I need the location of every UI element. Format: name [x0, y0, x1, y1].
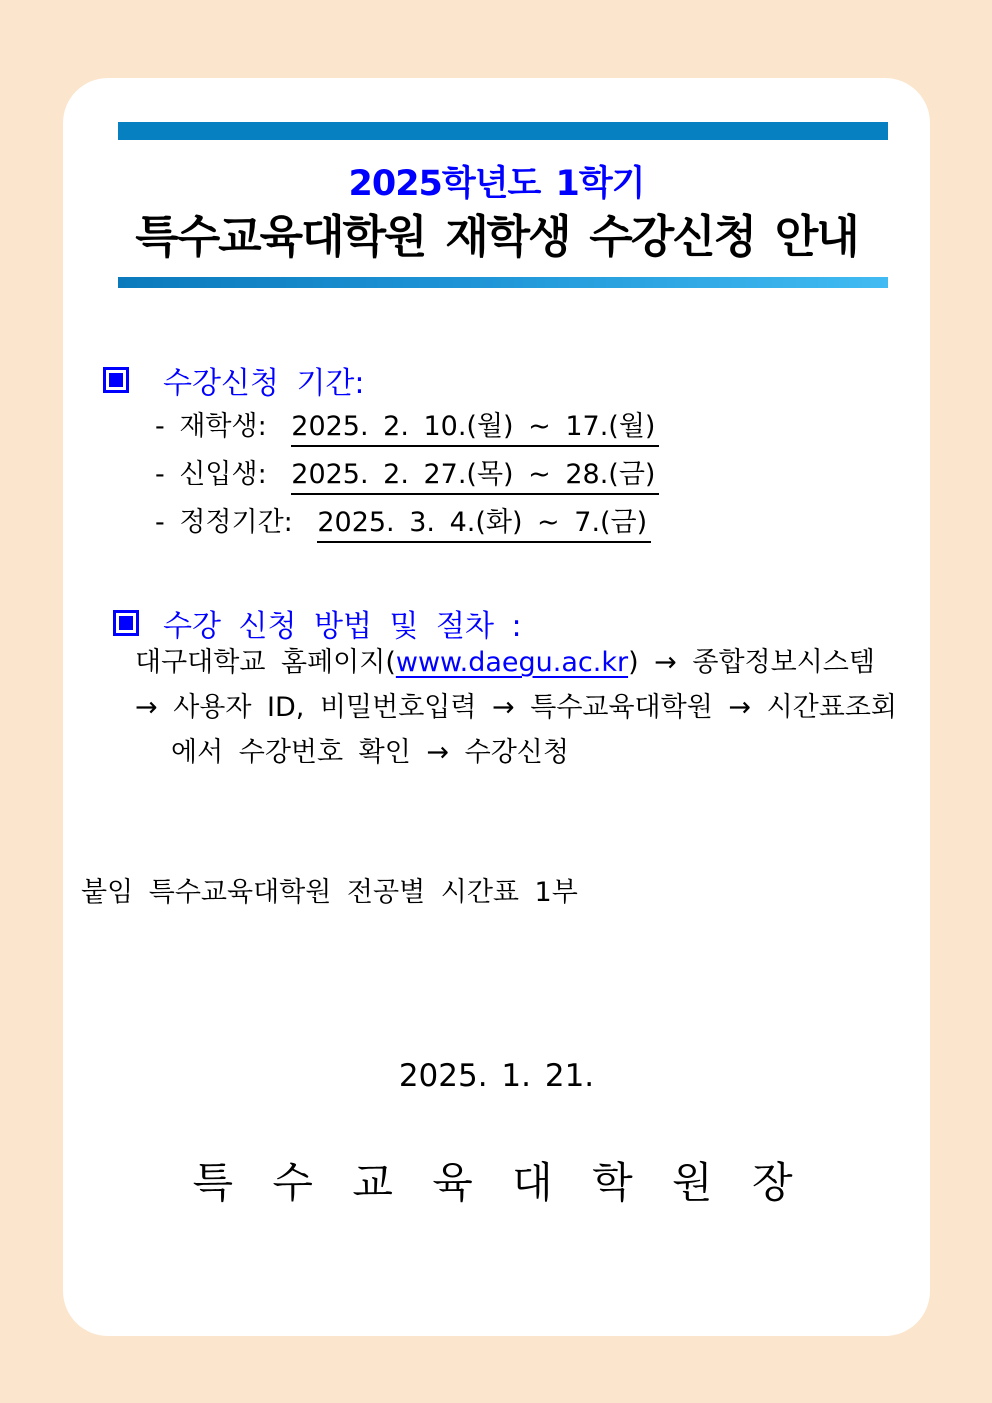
method-step-line-2: → 사용자 ID, 비밀번호입력 → 특수교육대학원 → 시간표조회 [135, 692, 898, 723]
method-body [135, 640, 897, 775]
period-item-label: - 신입생: [155, 459, 267, 490]
square-bullet-icon [103, 367, 129, 393]
notice-card [63, 78, 930, 1336]
method-step-line-1 [135, 640, 897, 685]
attachment-note: 붙임 특수교육대학원 전공별 시간표 1부 [81, 877, 578, 908]
list-item-correction [155, 500, 659, 538]
method-line1-suffix: ) → 종합정보시스템 [628, 647, 875, 678]
period-item-dates: 2025. 3. 4.(화) ~ 7.(금) [317, 507, 651, 543]
square-bullet-icon [113, 610, 139, 636]
top-divider-bar [118, 122, 888, 140]
notice-title: 특수교육대학원 재학생 수강신청 안내 [135, 210, 858, 263]
list-item-freshman [155, 452, 659, 490]
period-item-dates: 2025. 2. 27.(목) ~ 28.(금) [291, 459, 659, 495]
period-list [155, 404, 659, 548]
period-section-heading [103, 358, 365, 402]
period-item-label: - 재학생: [155, 411, 267, 442]
period-heading-label: 수강신청 기간: [163, 366, 365, 401]
square-bullet-inner [109, 373, 123, 387]
period-item-dates: 2025. 2. 10.(월) ~ 17.(월) [291, 411, 659, 447]
method-line1-prefix: 대구대학교 홈페이지( [135, 647, 396, 678]
issue-date: 2025. 1. 21. [398, 1058, 595, 1094]
method-section-heading [113, 601, 522, 645]
method-heading-label: 수강 신청 방법 및 절차 : [163, 609, 522, 644]
signature-dean-title: 특 수 교 육 대 학 원 장 [192, 1158, 801, 1207]
list-item-enrolled [155, 404, 659, 442]
daegu-homepage-link[interactable]: www.daegu.ac.kr [395, 647, 629, 678]
period-item-label: - 정정기간: [155, 507, 293, 538]
gradient-divider-bar [118, 277, 888, 288]
semester-subtitle: 2025학년도 1학기 [348, 164, 645, 204]
square-bullet-inner [119, 616, 133, 630]
method-step-line-3: 에서 수강번호 확인 → 수강신청 [171, 737, 569, 768]
